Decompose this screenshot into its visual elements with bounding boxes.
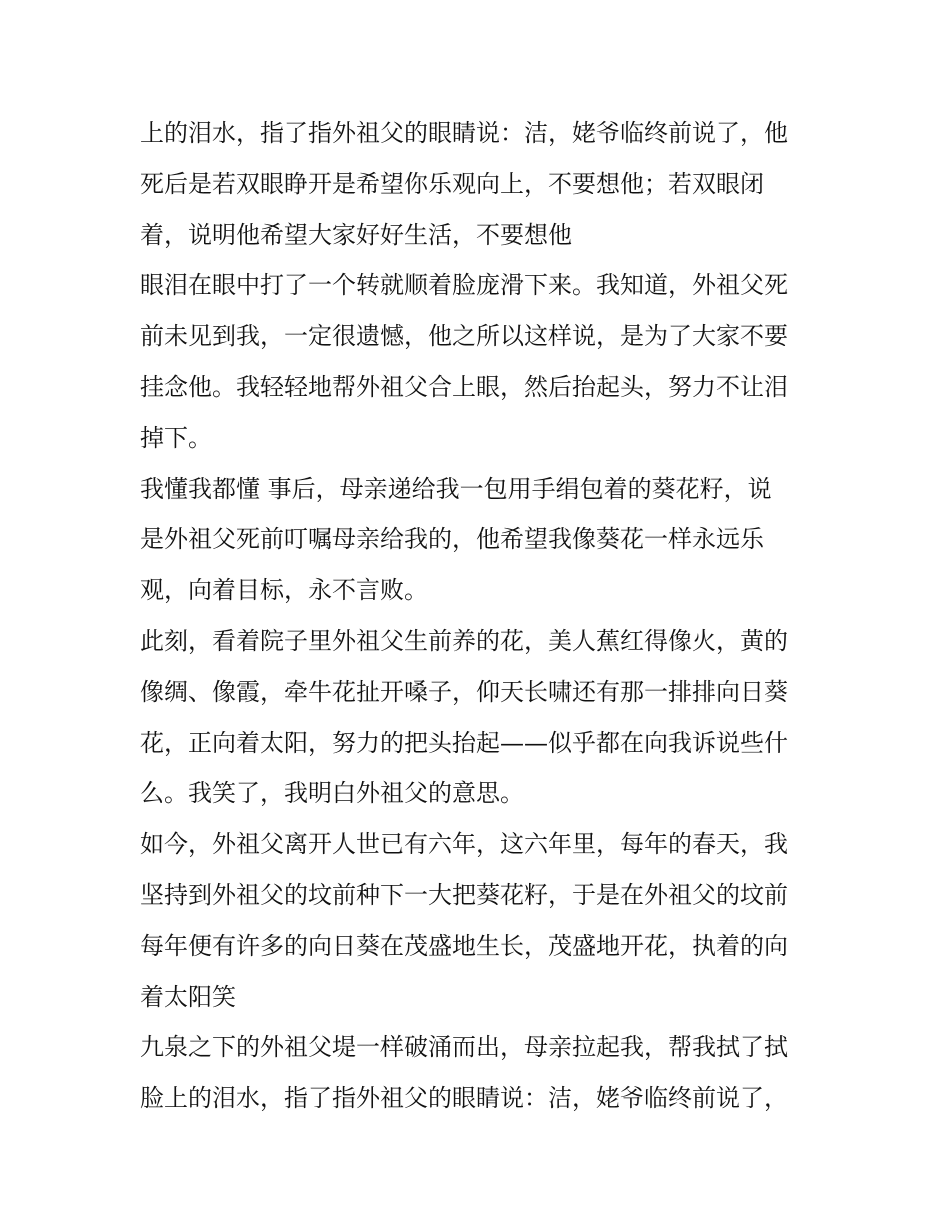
text-line-4: 眼泪在眼中打了一个转就顺着脸庞滑下来。我知道，外祖父死 bbox=[140, 271, 788, 300]
body-text bbox=[140, 108, 820, 1124]
text-line-20: 脸上的泪水，指了指外祖父的眼睛说：洁，姥爷临终前说了， bbox=[140, 1084, 788, 1113]
text-line-9: 是外祖父死前叮嘱母亲给我的，他希望我像葵花一样永远乐 bbox=[140, 525, 764, 554]
text-line-14: 么。我笑了，我明白外祖父的意思。 bbox=[140, 779, 524, 808]
text-line-15: 如今，外祖父离开人世已有六年，这六年里，每年的春天，我 bbox=[140, 830, 788, 859]
text-line-3: 着，说明他希望大家好好生活，不要想他 bbox=[140, 220, 572, 249]
text-line-12: 像绸、像霞，牵牛花扯开嗓子，仰天长啸还有那一排排向日葵 bbox=[140, 677, 788, 706]
text-line-10: 观，向着目标，永不言败。 bbox=[140, 576, 428, 605]
text-line-6: 挂念他。我轻轻地帮外祖父合上眼，然后抬起头，努力不让泪 bbox=[140, 372, 788, 401]
text-line-5: 前未见到我，一定很遗憾，他之所以这样说，是为了大家不要 bbox=[140, 322, 788, 351]
text-line-16: 坚持到外祖父的坟前种下一大把葵花籽，于是在外祖父的坟前 bbox=[140, 880, 788, 909]
text-line-7: 掉下。 bbox=[140, 423, 212, 452]
text-line-19: 九泉之下的外祖父堤一样破涌而出，母亲拉起我，帮我拭了拭 bbox=[140, 1033, 788, 1062]
text-line-13: 花，正向着太阳，努力的把头抬起——似乎都在向我诉说些什 bbox=[140, 728, 788, 757]
text-line-8: 我懂我都懂 事后，母亲递给我一包用手绢包着的葵花籽，说 bbox=[140, 474, 772, 503]
text-line-11: 此刻，看着院子里外祖父生前养的花，美人蕉红得像火，黄的 bbox=[140, 626, 788, 655]
text-line-2: 死后是若双眼睁开是希望你乐观向上，不要想他；若双眼闭 bbox=[140, 169, 764, 198]
text-line-18: 着太阳笑 bbox=[140, 982, 236, 1011]
text-line-17: 每年便有许多的向日葵在茂盛地生长，茂盛地开花，执着的向 bbox=[140, 931, 788, 960]
text-line-1: 上的泪水，指了指外祖父的眼睛说：洁，姥爷临终前说了，他 bbox=[140, 119, 788, 147]
